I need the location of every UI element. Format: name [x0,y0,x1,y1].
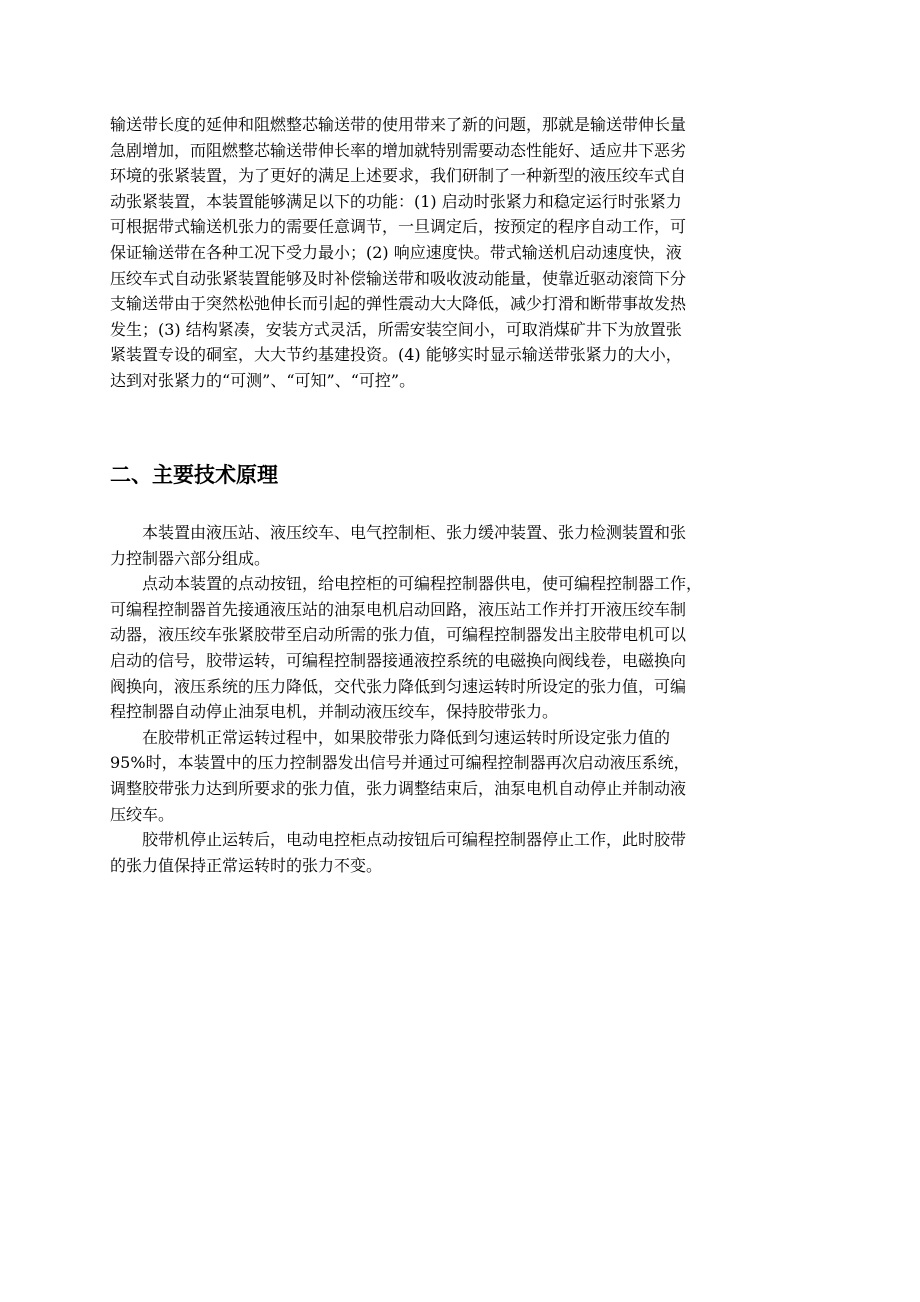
intro-line: 紧装置专设的硐室，大大节约基建投资。(4) 能够实时显示输送带张紧力的大小， [110,345,682,365]
body-line: 调整胶带张力达到所要求的张力值，张力调整结束后，油泵电机自动停止并制动液 [110,778,687,798]
section-heading: 二、主要技术原理 [110,463,278,487]
principle-paragraphs [110,520,785,878]
body-line: 胶带机停止运转后，电动电控柜点动按钮后可编程控制器停止工作，此时胶带 [110,830,687,850]
intro-line: 压绞车式自动张紧装置能够及时补偿输送带和吸收波动能量，使靠近驱动滚筒下分 [110,268,687,288]
intro-line: 支输送带由于突然松弛伸长而引起的弹性震动大大降低，减少打滑和断带事故发热 [110,294,687,314]
intro-line: 可根据带式输送机张力的需要任意调节，一旦调定后，按预定的程序自动工作，可 [110,217,687,237]
body-line: 程控制器自动停止油泵电机，并制动液压绞车，保持胶带张力。 [110,702,559,722]
intro-line: 输送带长度的延伸和阻燃整芯输送带的使用带来了新的问题，那就是输送带伸长量 [110,115,687,134]
body-line: 启动的信号，胶带运转，可编程控制器接通液控系统的电磁换向阀线卷，电磁换向 [110,650,687,670]
body-line: 阀换向，液压系统的压力降低，交代张力降低到匀速运转时所设定的张力值，可编 [110,676,687,696]
intro-line: 达到对张紧力的“可测”、“可知”、“可控”。 [110,370,416,390]
body-line: 可编程控制器首先接通液压站的油泵电机启动回路，液压站工作并打开液压绞车制 [110,599,687,619]
body-line: 95%时，本装置中的压力控制器发出信号并通过可编程控制器再次启动液压系统， [110,753,690,773]
intro-line: 发生；(3) 结构紧凑，安装方式灵活，所需安装空间小，可取消煤矿井下为放置张 [110,319,682,339]
intro-line: 环境的张紧装置，为了更好的满足上述要求，我们研制了一种新型的液压绞车式自 [110,166,687,186]
body-line: 压绞车。 [110,804,175,824]
body-line: 的张力值保持正常运转时的张力不变。 [110,855,383,875]
body-line: 本装置由液压站、液压绞车、电气控制柜、张力缓冲装置、张力检测装置和张 [110,523,687,542]
intro-line: 保证输送带在各种工况下受力最小；(2) 响应速度快。带式输送机启动速度快，液 [110,242,682,262]
body-line: 在胶带机正常运转过程中，如果胶带张力降低到匀速运转时所设定张力值的 [110,727,671,747]
intro-paragraph [110,112,785,394]
body-line: 力控制器六部分组成。 [110,548,271,568]
body-line: 动器，液压绞车张紧胶带至启动所需的张力值，可编程控制器发出主胶带电机可以 [110,625,687,645]
intro-line: 动张紧装置，本装置能够满足以下的功能：(1) 启动时张紧力和稳定运行时张紧力 [110,191,682,211]
body-line: 点动本装置的点动按钮，给电控柜的可编程控制器供电，使可编程控制器工作， [110,574,703,594]
intro-line: 急剧增加，而阻燃整芯输送带伸长率的增加就特别需要动态性能好、适应井下恶劣 [110,140,687,160]
